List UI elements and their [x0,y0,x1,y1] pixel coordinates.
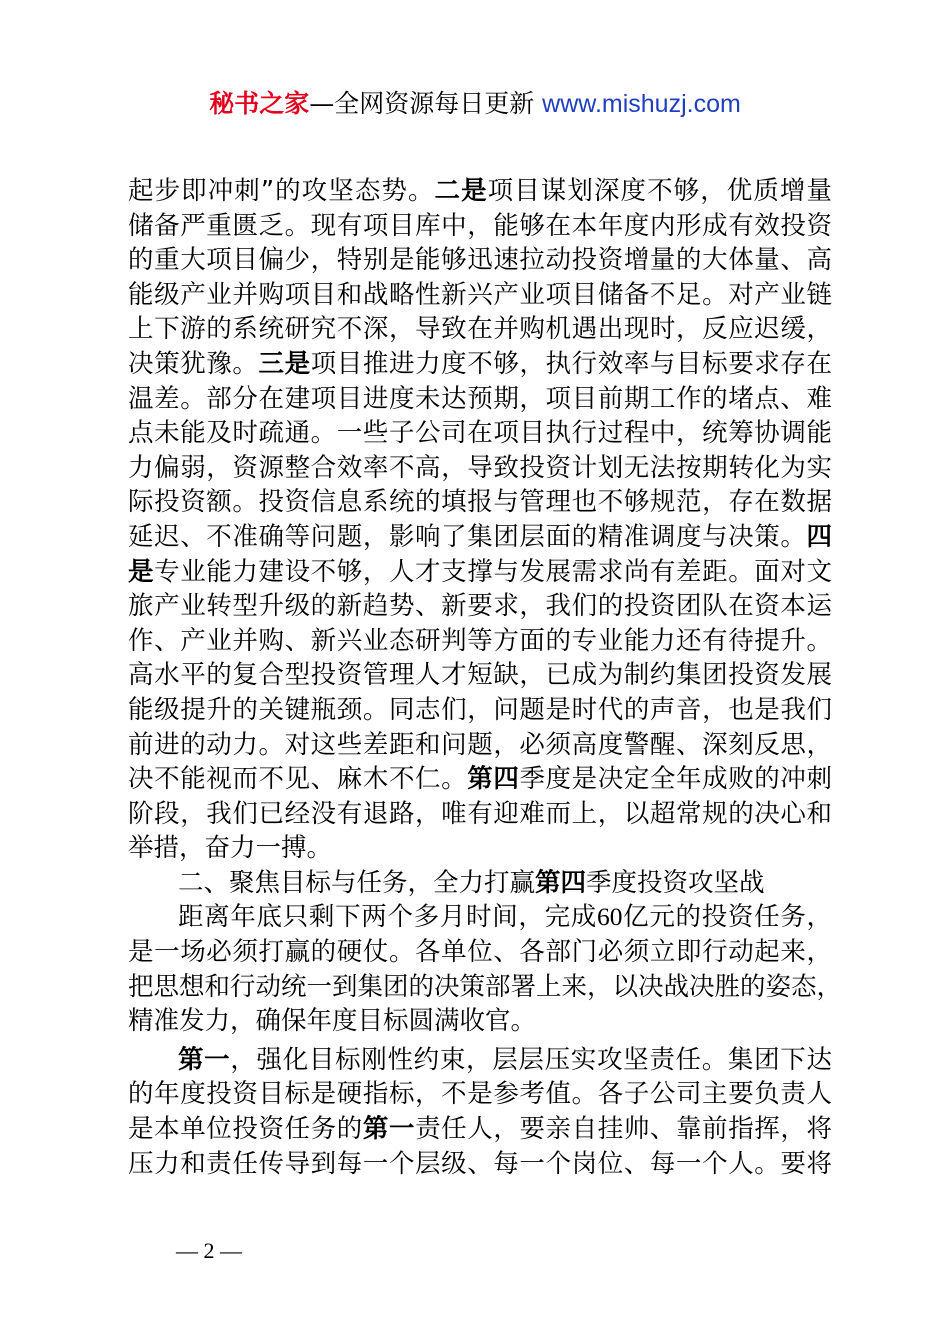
section-heading: 二、聚焦目标与任务，全力打赢第四季度投资攻坚战 [178,867,765,898]
text-line: 把思想和行动统一到集团的决策部署上来，以决战决胜的姿态， [128,971,843,1002]
document-body [128,174,843,1181]
text-line: 决不能视而不见、麻木不仁。第四季度是决定全年成败的冲刺 [128,764,832,795]
text-line: 的重大项目偏少，特别是能够迅速拉动投资增量的大体量、高 [128,245,832,276]
brand-name: 秘书之家 [209,89,310,118]
text-line: 是本单位投资任务的第一责任人，要亲自挂帅、靠前指挥，将 [128,1114,832,1145]
emphasis: 第一 [362,1114,416,1145]
text-line: 起步即冲刺”的攻坚态势。二是项目谋划深度不够，优质增量 [128,176,832,206]
emphasis: 四 [806,521,832,552]
page-number: — 2 — [176,1238,242,1263]
text-line: 际投资额。投资信息系统的填报与管理也不够规范，存在数据 [128,487,832,518]
text-line: 决策犹豫。三是项目推进力度不够，执行效率与目标要求存在 [128,348,832,379]
text-line: 前进的动力。对这些差距和问题，必须高度警醒、深刻反思， [128,729,832,760]
text-line: 精准发力，确保年度目标圆满收官。 [128,1006,537,1037]
text-line: 温差。部分在建项目进度未达预期，项目前期工作的堵点、难 [128,383,832,414]
text-line: 能级提升的关键瓶颈。同志们，问题是时代的声音，也是我们 [128,694,832,725]
text-line: 阶段，我们已经没有退路，唯有迎难而上，以超常规的决心和 [128,798,832,829]
text-line: 作、产业并购、新兴业态研判等方面的专业能力还有待提升。 [128,625,832,656]
text-line: 力偏弱，资源整合效率不高，导致投资计划无法按期转化为实 [128,452,832,483]
text-line: 是专业能力建设不够，人才支撑与发展需求尚有差距。面对文 [128,556,832,587]
emphasis: 第一 [178,1044,231,1075]
text-line: 压力和责任传导到每一个层级、每一个岗位、每一个人。要将 [128,1148,832,1179]
text-line: 旅产业转型升级的新趋势、新要求，我们的投资团队在资本运 [128,591,832,622]
site-banner [0,84,950,124]
text-line: 的年度投资目标是硬指标，不是参考值。各子公司主要负责人 [128,1079,832,1110]
emphasis: 是 [128,556,155,587]
site-url-link[interactable]: www.mishuzj.com [542,90,741,118]
text-line: 能级产业并购项目和战略性新兴产业项目储备不足。对产业链 [128,279,832,310]
emphasis: 二是 [434,176,488,206]
text-line: 延迟、不准确等问题，影响了集团层面的精准调度与决策。四 [128,521,832,552]
banner-slogan: —全网资源每日更新 [309,89,543,118]
text-line: 点未能及时疏通。一些子公司在项目执行过程中，统筹协调能 [128,418,832,449]
text-line: 距离年底只剩下两个多月时间，完成60亿元的投资任务， [178,902,832,933]
text-line: 举措，奋力一搏。 [128,833,333,864]
emphasis: 第四 [535,867,587,898]
text-line: 高水平的复合型投资管理人才短缺，已成为制约集团投资发展 [128,660,832,691]
text-line: 第一，强化目标刚性约束，层层压实攻坚责任。集团下达 [178,1044,832,1075]
text-line: 上下游的系统研究不深，导致在并购机遇出现时，反应迟缓， [128,314,832,345]
text-line: 储备严重匮乏。现有项目库中，能够在本年度内形成有效投资 [128,210,832,241]
emphasis: 三是 [258,348,311,379]
text-line: 是一场必须打赢的硬仗。各单位、各部门必须立即行动起来， [128,937,832,968]
emphasis: 第四 [467,764,520,795]
